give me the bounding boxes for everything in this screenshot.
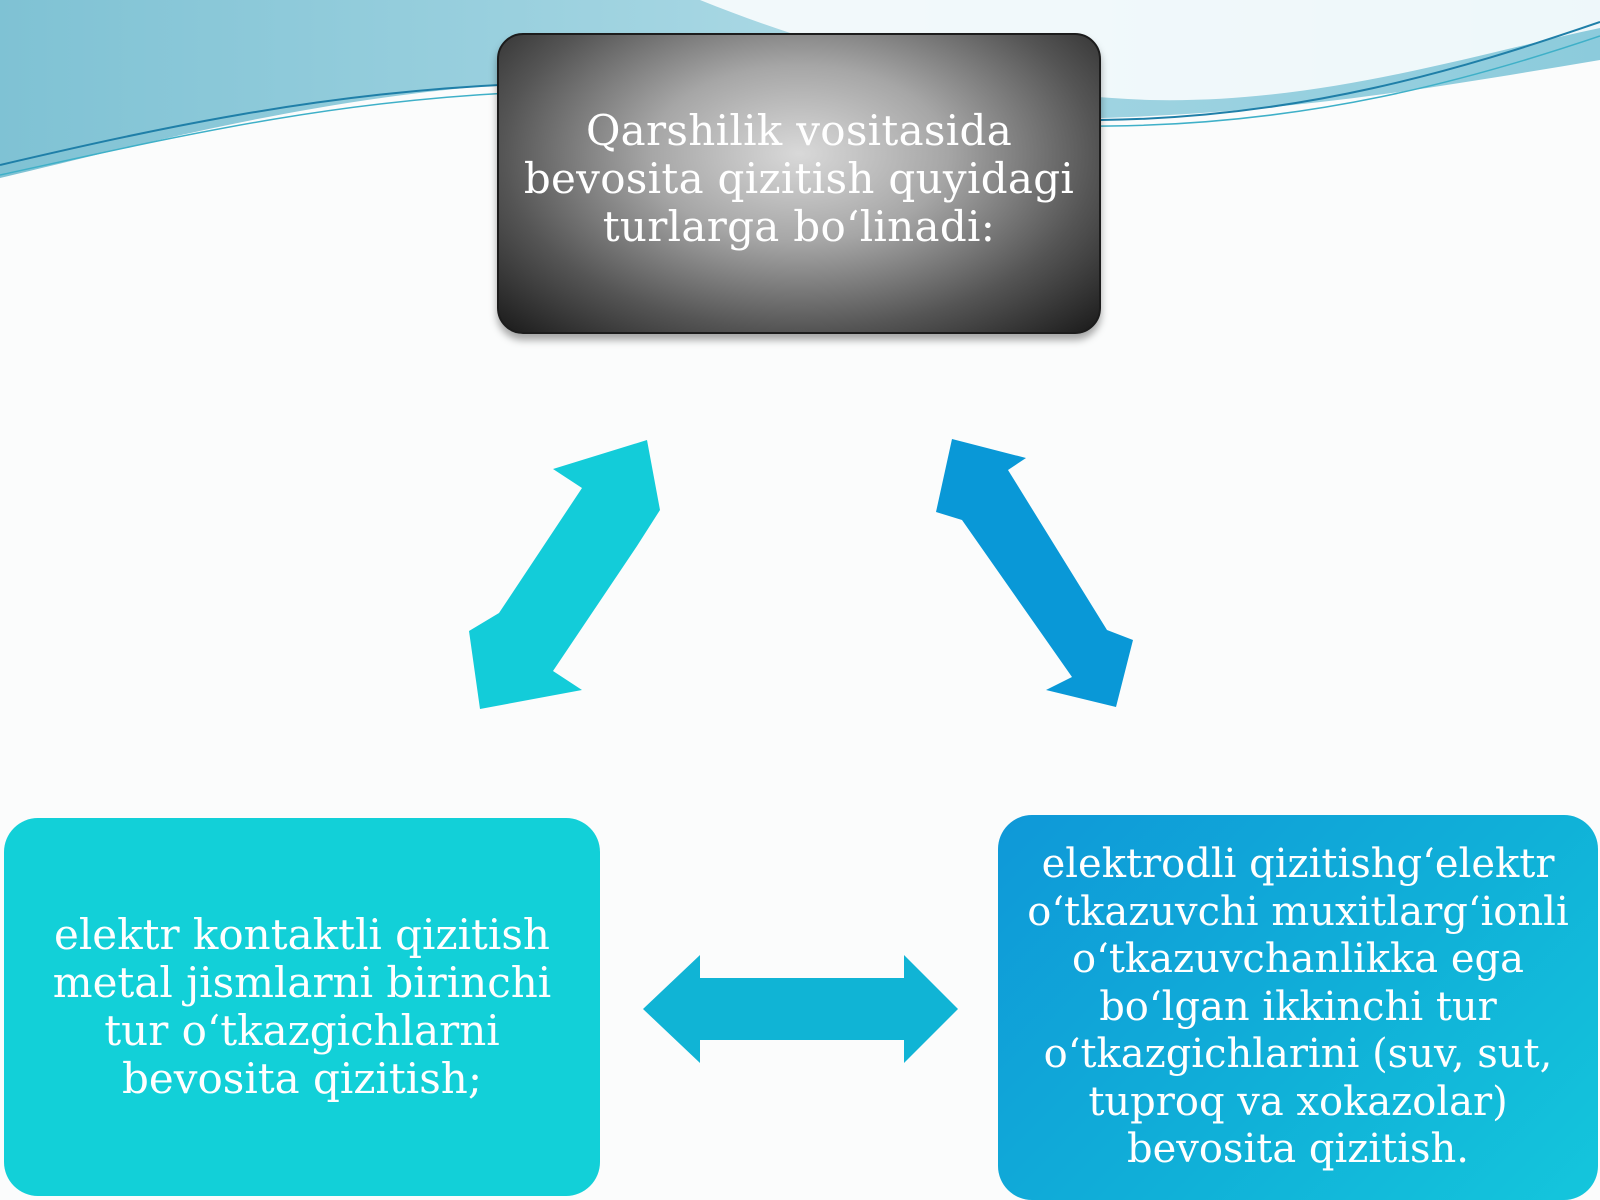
right-node bbox=[998, 815, 1598, 1200]
left-node bbox=[4, 818, 600, 1196]
left-node-text: elektr kontaktli qizitish metal jismlarni birinchi tur o‘tkazgichlarni bevosita qizitish; bbox=[52, 910, 552, 1103]
top-node bbox=[497, 33, 1101, 334]
right-node-text: elektrodli qizitishg‘elektr o‘tkazuvchi muxitlarg‘ionli o‘tkazuvchanlikka ega bo‘lgan ikkinchi tur o‘tkazgichlarini (suv, sut, tuproq va xokazolar) bevosita qizitish. bbox=[1027, 841, 1569, 1173]
top-node-text: Qarshilik vositasida bevosita qizitish quyidagi turlarga bo‘linadi: bbox=[523, 106, 1075, 251]
